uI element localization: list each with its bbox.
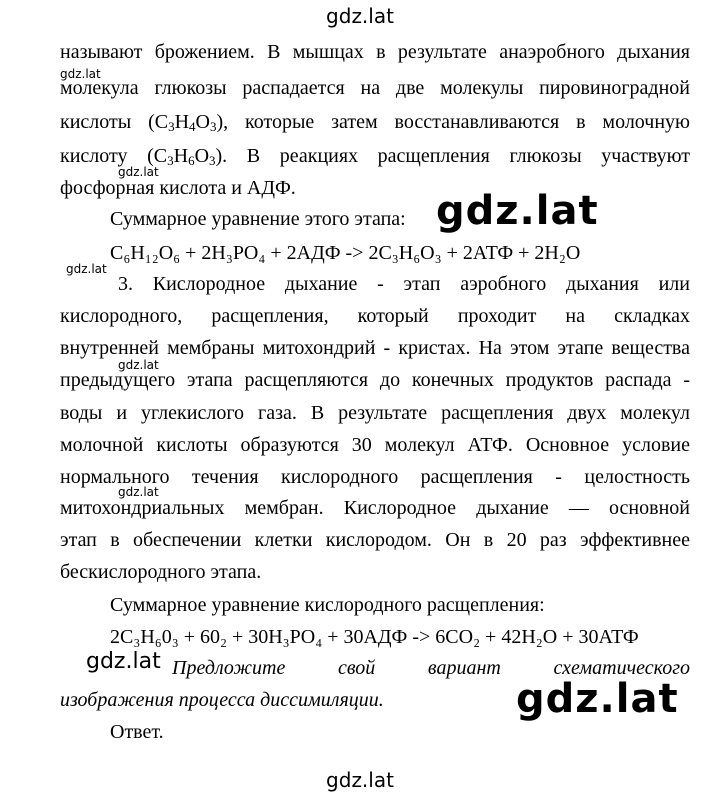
watermark-small-2: gdz.lat (118, 165, 159, 179)
text-line-2: молекула глюкозы распадается на две молекулы пировиноградной (60, 77, 690, 99)
text-line-9: кислородного, расщепления, который проходит на складках (60, 305, 690, 327)
text-line-17: бескислородного этапа. (60, 561, 262, 583)
equation-2: 2C₃H₆0₃ + 60₂ + 30H₃PO₄ + 30АДФ -> 6CO₂ + 42H₂O + 30АТФ (110, 626, 639, 648)
text-line-14: нормального течения кислородного расщепления - целостность (60, 466, 690, 488)
text-line-3: кислоты $(C_3H_4O_3)$, которые затем восстанавливаются в молочную (60, 111, 690, 134)
text-line-10: внутренней мембраны митохондрий - кристах. На этом этапе вещества (60, 337, 690, 359)
task-line-1: Предложите свой вариант схематического (172, 657, 690, 679)
watermark-small-5: gdz.lat (118, 485, 159, 499)
text-line-13: молочной кислоты образуются 30 молекул АТФ. Основное условие (60, 434, 690, 456)
watermark-small-3: gdz.lat (66, 262, 107, 276)
text-line-12: воды и углекислого газа. В результате расщепления двух молекул (60, 402, 690, 424)
text-line-1: называют брожением. В мышцах в результате анаэробного дыхания (60, 41, 690, 63)
text-line-5: фосфорная кислота и АДФ. (60, 177, 296, 199)
watermark-big-1: gdz.lat (436, 188, 599, 234)
watermark-small-4: gdz.lat (118, 358, 159, 372)
text-line-16: этап в обеспечении клетки кислородом. Он в 20 раз эффективнее (60, 529, 690, 551)
text-line-8: 3. Кислородное дыхание - этап аэробного дыхания или (118, 273, 690, 295)
equation-1: C₆H₁₂O₆ + 2H₃PO₄ + 2АДФ -> 2C₃H₆O₃ + 2АТФ + 2H₂O (110, 242, 581, 264)
answer-label: Ответ. (110, 721, 164, 743)
text-line-4: кислоту $(C_3H_6O_3)$. В реакциях расщепления глюкозы участвуют (60, 145, 690, 168)
text-line-6: Суммарное уравнение этого этапа: (110, 208, 406, 230)
text-line-18: Суммарное уравнение кислородного расщепления: (110, 594, 545, 616)
text-line-15: митохондриальных мембран. Кислородное дыхание — основной (60, 497, 690, 519)
text-line-11: предыдущего этапа расщепляются до конечных продуктов распада - (60, 369, 690, 391)
watermark-bottom: gdz.lat (326, 768, 394, 792)
task-line-2: изображения процесса диссимиляции. (60, 689, 384, 711)
watermark-top: gdz.lat (326, 4, 394, 28)
watermark-small-1: gdz.lat (60, 67, 101, 81)
watermark-mid: gdz.lat (86, 649, 161, 674)
watermark-big-2: gdz.lat (516, 676, 679, 722)
